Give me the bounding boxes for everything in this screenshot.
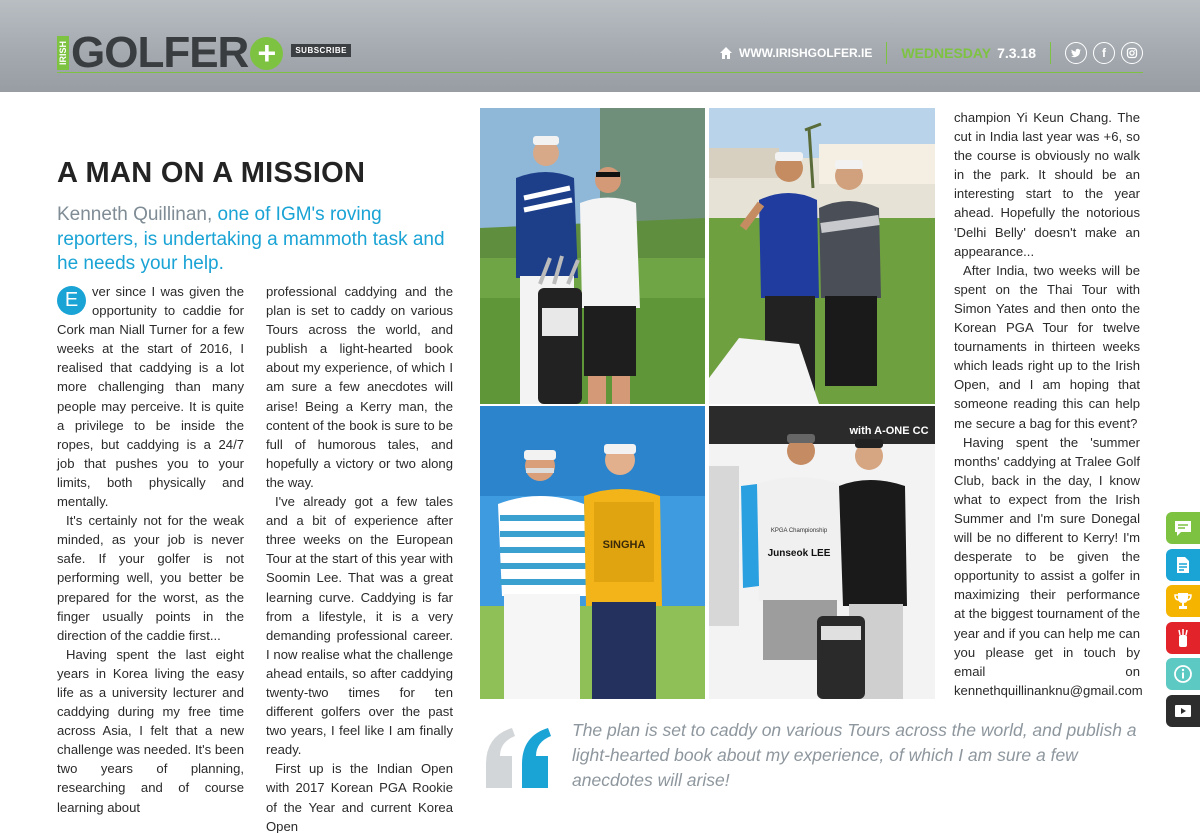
chat-tab[interactable] xyxy=(1166,512,1200,544)
logo-golfer-text: GOLFER xyxy=(71,28,249,77)
irish-golfer-logo[interactable] xyxy=(57,28,351,77)
golf-bag-icon xyxy=(1173,628,1193,648)
golf-bag-tab[interactable] xyxy=(1166,622,1200,654)
logo-plus-icon: + xyxy=(250,37,283,70)
paragraph: It's certainly not for the weak minded, as your job is never safe. If your golfer is not performing well, you better be prepared for the worst, as the finger usually points in the direction of the caddie first... xyxy=(57,513,244,643)
chat-icon xyxy=(1173,518,1193,538)
info-icon xyxy=(1173,664,1193,684)
article-column-2 xyxy=(266,282,453,833)
photo-kpga-championship xyxy=(709,406,935,699)
article-headline: A MAN ON A MISSION xyxy=(57,157,366,189)
article-standfirst xyxy=(57,203,457,277)
bib-event-text: KPGA Championship xyxy=(770,528,828,534)
facebook-glyph: f xyxy=(1102,46,1106,60)
video-tab[interactable] xyxy=(1166,695,1200,727)
header-separator xyxy=(886,42,887,64)
singha-bib-text: SINGHA xyxy=(602,539,646,551)
header-separator xyxy=(1050,42,1051,64)
website-link[interactable] xyxy=(719,46,872,60)
photo-driving-range xyxy=(480,108,705,404)
document-icon xyxy=(1173,555,1193,575)
pull-quote: The plan is set to caddy on various Tours across the world, and publish a light-hearted book about my experience, of which I am sure a few anecdotes will arise! xyxy=(572,720,1137,790)
trophy-icon xyxy=(1173,591,1193,611)
instagram-icon[interactable] xyxy=(1121,42,1143,64)
issue-day: WEDNESDAY xyxy=(901,45,992,61)
paragraph: Having spent the last eight years in Korea living the easy life as a university lecturer and caddying during my free time across Asia, I felt that a new challenge was needed. It's been two years of planning, researching and of course learning about xyxy=(57,646,244,815)
photo-clubhouse xyxy=(709,108,935,404)
banner-text: with A-ONE CC xyxy=(849,425,929,437)
twitter-icon[interactable] xyxy=(1065,42,1087,64)
article-column-1 xyxy=(57,282,244,817)
trophy-tab[interactable] xyxy=(1166,585,1200,617)
drop-cap: E xyxy=(57,286,86,315)
quote-mark-icon xyxy=(482,710,562,790)
standfirst-author: Kenneth Quillinan, xyxy=(57,204,213,225)
website-url: WWW.IRISHGOLFER.IE xyxy=(739,46,873,60)
document-tab[interactable] xyxy=(1166,549,1200,581)
paragraph: champion Yi Keun Chang. The cut in India last year was +6, so the course is obviously no walk in the park. It should be an interesting start to the year ahead. Hopefully the notorious 'Delhi Belly' doesn't make an appearance... xyxy=(954,110,1140,259)
header-bar xyxy=(0,0,1200,92)
bib-name-text: Junseok LEE xyxy=(767,548,831,559)
info-tab[interactable] xyxy=(1166,658,1200,690)
paragraph: Having spent the 'summer months' caddying at Tralee Golf Club, back in the day, I know what to expect from the Irish Summer and I'm sure Donegal will be no different to Kerry! I'm desperate to be given the opportunity to assist a golfer in maximizing their performance at the biggest tournament of the year and if you can help me can you please get in touch by email on kennethquillinanknu@gmail.com xyxy=(954,434,1143,698)
home-icon xyxy=(719,46,733,60)
issue-date: 7.3.18 xyxy=(997,45,1036,61)
article-column-3 xyxy=(954,108,1143,700)
paragraph: professional caddying and the plan is set to caddy on various Tours across the world, and publish a light-hearted book about my experience, of which I am sure a few anecdotes will arise! Being a Kerry man, the content of the book is sure to be full of humorous tales, and hopefully a victory or two along the way. xyxy=(266,284,453,490)
paragraph xyxy=(57,282,244,511)
standfirst-text: one of IGM's roving reporters, is undertaking a mammoth task and he needs your help. xyxy=(57,204,445,274)
paragraph: First up is the Indian Open with 2017 Korean PGA Rookie of the Year and current Korea Open xyxy=(266,761,453,833)
video-icon xyxy=(1173,701,1193,721)
paragraph: I've already got a few tales and a bit of experience after three weeks on the European Tour at the start of this year with Soomin Lee. That was a great learning curve. Caddying is far from a lifestyle, it is a very demanding professional career. I now realise what the challenge ahead entails, so after caddying twenty-two times for ten different golfers over the past two years, I feel like I am finally ready. xyxy=(266,494,453,758)
paragraph: After India, two weeks will be spent on the Thai Tour with Simon Yates and then onto the Korean PGA Tour for twelve tournaments in thirteen weeks which leads right up to the Irish Open, and I am hoping that someone reading this can help me secure a bag for this event? xyxy=(954,262,1140,431)
facebook-icon[interactable] xyxy=(1093,42,1115,64)
subscribe-button[interactable]: SUBSCRIBE xyxy=(291,44,351,57)
paragraph-text: ver since I was given the opportunity to caddie for Cork man Niall Turner for a few weeks at the start of 2016, I realised that caddying is a lot more challenging than many people may perceive. It is quite a privilege to be inside the ropes, but caddying is a 24/7 job that pushes you to your limits, both physically and mentally. xyxy=(57,284,244,510)
photo-singha-caddie xyxy=(480,406,705,699)
logo-irish-text: IRISH xyxy=(57,36,69,70)
header-right xyxy=(719,39,1143,67)
side-tab-menu xyxy=(1166,512,1200,731)
